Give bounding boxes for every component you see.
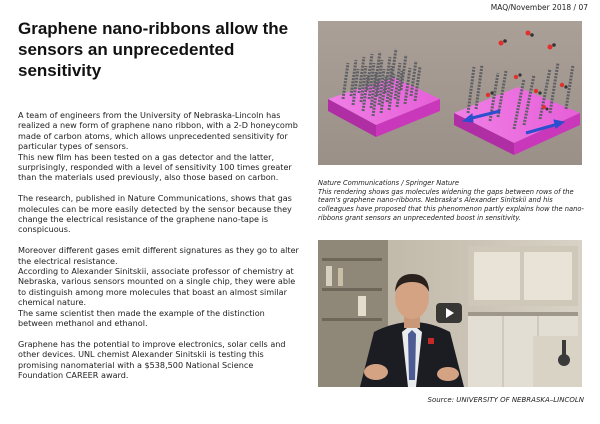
issue-reference: MAQ/November 2018 / 07	[490, 3, 588, 12]
paragraph: The same scientist then made the example of the distinction between methanol and ethanol.	[18, 307, 265, 329]
article-title: Graphene nano-ribbons allow the sensors an unprecedented sensitivity	[18, 19, 289, 80]
paragraph: A team of engineers from the University of Nebraska-Lincoln has realized a new form of graphene nano ribbon, with a 2-D honeycomb made of carbon atoms, which allows unprecedented sensitivity for particular types of sensors.	[18, 110, 298, 152]
image-credit: Nature Communications / Springer Nature	[318, 179, 460, 187]
paragraph: Moreover different gases emit different signatures as they go to alter the electrical resistance.	[18, 245, 299, 266]
figure-caption	[318, 179, 588, 223]
paragraph: The research, published in Nature Communications, shows that gas molecules can be more easily detected by the sensor because they change the electrical resistance of the graphene nano-tape is conspicuous.	[18, 193, 292, 235]
play-button[interactable]	[436, 303, 462, 323]
paragraph: This new film has been tested on a gas detector and the latter, surprisingly, responded with a level of sensitivity 100 times greater than the materials used previously, also those based on carbon.	[18, 151, 292, 183]
paragraph: Graphene has the potential to improve electronics, solar cells and other devices. UNL chemist Alexander Sinitskii is testing this promising nanomaterial with a $538,500 National Science Foundation CAREER award.	[18, 338, 286, 381]
caption-text: This rendering shows gas molecules widening the gaps between rows of the team's graphene nano-ribbons. Nebraska's Alexander Sinitskii and his colleagues have proposed that this phenomenon partly explains how the nano-ribbons grant sensors an unprecedented boost in sensitivity.	[318, 187, 584, 222]
paragraph: According to Alexander Sinitskii, associate professor of chemistry at Nebraska, various sensors mounted on a single chip, they were able to distinguish among more molecules that boast an almost similar chemical nature.	[18, 266, 296, 308]
graphene-rendering-svg	[318, 21, 582, 165]
article-body	[18, 110, 300, 381]
graphene-rendering-image	[318, 21, 582, 165]
video-source: Source: UNIVERSITY OF NEBRASKA–LINCOLN	[427, 396, 584, 404]
